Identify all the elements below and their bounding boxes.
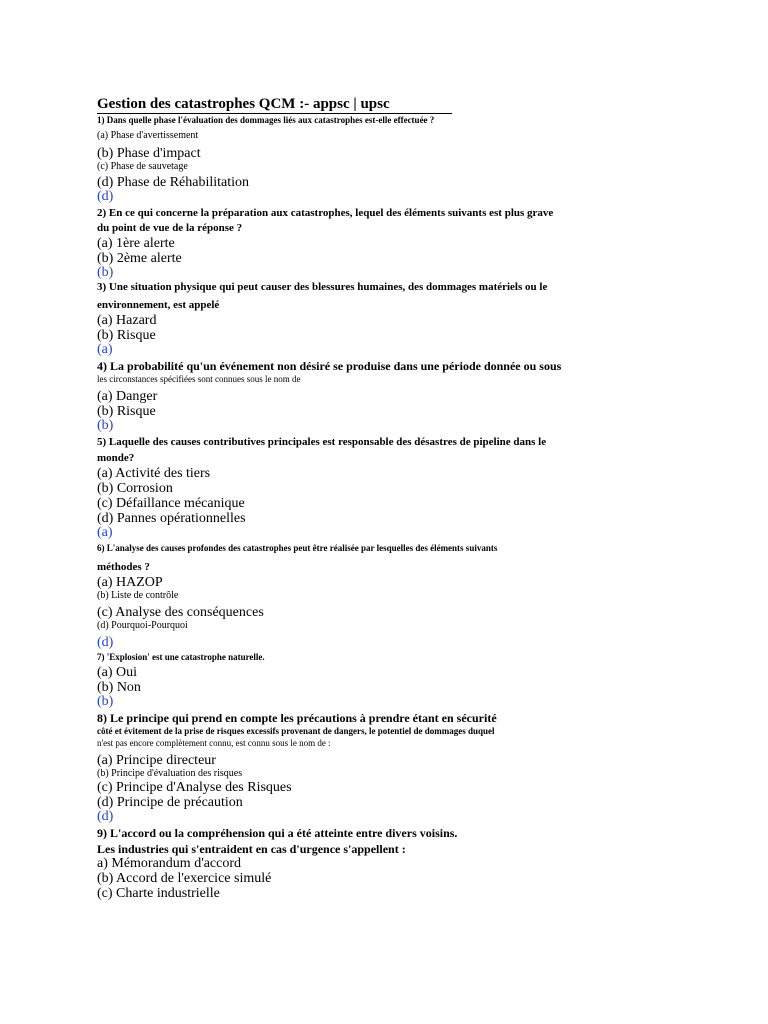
option: (a) Principe directeur: [97, 753, 216, 768]
question-text: 1) Dans quelle phase l'évaluation des dommages liés aux catastrophes est-elle effectuée ?: [97, 115, 435, 125]
answer: (b): [97, 694, 114, 709]
question-text: n'est pas encore complètement connu, est connu sous le nom de :: [97, 738, 331, 748]
question-text: 5) Laquelle des causes contributives principales est responsable des désastres de pipeline dans le: [97, 436, 547, 448]
option: (b) Phase d'impact: [97, 146, 201, 161]
option: (b) 2ème alerte: [97, 251, 182, 266]
question-text: environnement, est appelé: [97, 299, 220, 311]
option: (a) 1ère alerte: [97, 236, 175, 251]
option: (c) Analyse des conséquences: [97, 605, 264, 620]
question-text: 8) Le principe qui prend en compte les précautions à prendre étant en sécurité: [97, 711, 497, 725]
question-text: méthodes ?: [97, 561, 150, 573]
answer: (b): [97, 418, 114, 433]
answer: (b): [97, 265, 114, 280]
question-3: [97, 280, 697, 357]
option: (d) Phase de Réhabilitation: [97, 175, 250, 190]
question-text: 4) La probabilité qu'un événement non désiré se produise dans une période donnée ou sous: [97, 359, 562, 373]
question-text: les circonstances spécifiées sont connues sous le nom de: [97, 374, 301, 384]
question-text: 3) Une situation physique qui peut causer des blessures humaines, des dommages matériels ou le: [97, 281, 548, 293]
question-text: monde?: [97, 452, 135, 464]
answer: (a): [97, 342, 113, 357]
option: (c) Phase de sauvetage: [97, 161, 188, 172]
question-text: côté et évitement de la prise de risques excessifs provenant de dangers, le potentiel de dommages duquel: [97, 726, 495, 736]
answer: (d): [97, 809, 114, 824]
question-4: [97, 359, 697, 433]
option: (b) Principe d'évaluation des risques: [97, 768, 243, 779]
question-text: du point de vue de la réponse ?: [97, 222, 243, 234]
option: (a) Activité des tiers: [97, 466, 211, 481]
option: (b) Non: [97, 680, 141, 695]
answer: (d): [97, 189, 114, 204]
option: (a) HAZOP: [97, 575, 163, 590]
option: (d) Pannes opérationnelles: [97, 511, 246, 526]
answer: (d): [97, 635, 114, 650]
question-5: [97, 435, 697, 540]
question-2: [97, 206, 697, 280]
option: (a) Hazard: [97, 313, 157, 328]
question-text: 9) L'accord ou la compréhension qui a été atteinte entre divers voisins.: [97, 826, 458, 840]
question-text: 7) 'Explosion' est une catastrophe naturelle.: [97, 652, 265, 662]
option: (c) Défaillance mécanique: [97, 496, 245, 511]
option: (d) Pourquoi-Pourquoi: [97, 620, 188, 631]
option: (c) Charte industrielle: [97, 886, 220, 901]
answer: (a): [97, 525, 113, 540]
option: (a) Phase d'avertissement: [97, 130, 199, 141]
option: (b) Risque: [97, 328, 156, 343]
option: (a) Oui: [97, 665, 138, 680]
question-9: [97, 826, 697, 901]
question-6: [97, 542, 697, 650]
question-8: [97, 711, 697, 824]
option: (b) Risque: [97, 404, 156, 419]
page-title: Gestion des catastrophes QCM :- appsc | upsc: [97, 95, 452, 114]
document-page: [97, 95, 697, 901]
option: (a) Danger: [97, 389, 158, 404]
option: (b) Accord de l'exercice simulé: [97, 871, 272, 886]
option: (b) Liste de contrôle: [97, 590, 179, 601]
option: a) Mémorandum d'accord: [97, 856, 242, 871]
question-text: Les industries qui s'entraident en cas d'urgence s'appellent :: [97, 842, 406, 856]
option: (c) Principe d'Analyse des Risques: [97, 780, 292, 795]
question-text: 6) L'analyse des causes profondes des catastrophes peut être réalisée par lesquelles des éléments suivants: [97, 543, 498, 553]
option: (b) Corrosion: [97, 481, 173, 496]
question-7: [97, 650, 697, 709]
question-1: [97, 114, 697, 204]
option: (d) Principe de précaution: [97, 795, 243, 810]
question-text: 2) En ce qui concerne la préparation aux catastrophes, lequel des éléments suivants est plus grave: [97, 207, 554, 219]
